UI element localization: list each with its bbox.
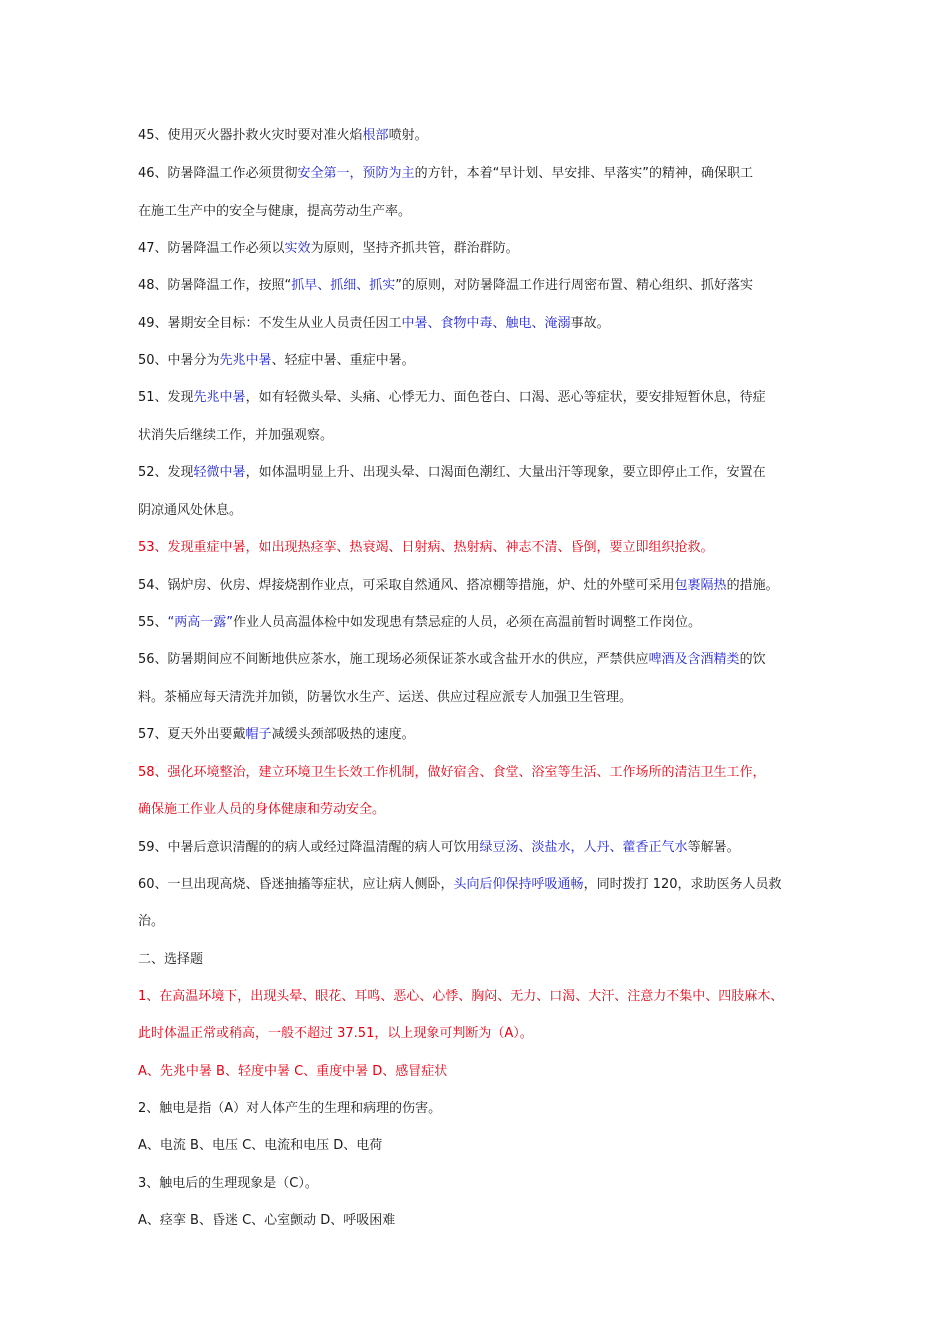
blue-highlight-text: 先兆中暑 [219,353,272,368]
text-line [138,1062,447,1082]
text-line [138,463,766,483]
line-text: 事故。 [570,316,610,331]
text-line [138,1136,382,1156]
text-line [138,538,714,558]
red-highlight-text: 此时体温正常或稍高，一般不超过 37.51，以上现象可判断为（A）。 [138,1026,533,1041]
line-text: 60、一旦出现高烧、昏迷抽搐等症状，应让病人侧卧， [138,877,454,892]
line-text: 状消失后继续工作，并加强观察。 [138,428,334,443]
blue-highlight-text: 包裹隔热 [674,578,727,593]
line-text: 、轻症中暑、重症中暑。 [271,353,415,368]
line-text: 的方针，本着“早计划、早安排、早落实”的精神，确保职工 [414,166,754,181]
line-text: 作业人员高温体检中如发现患有禁忌症的人员，必须在高温前暂时调整工作岗位。 [233,615,702,630]
text-line [138,388,766,408]
text-line [138,688,632,708]
text-line [138,501,242,521]
blue-highlight-text: 帽子 [245,727,272,742]
line-text: 阴凉通风处休息。 [138,503,243,518]
text-line [138,875,782,895]
line-text: 47、防暑降温工作必须以 [138,241,285,256]
line-text: 喷射。 [388,128,428,143]
text-line [138,987,783,1007]
blue-highlight-text: “两高一露” [167,615,234,630]
line-text: 的饮 [739,652,766,667]
line-text: 为原则，坚持齐抓共管，群治群防。 [310,241,519,256]
line-text: 56、防暑期间应不间断地供应茶水，施工现场必须保证茶水或含盐开水的供应，严禁供应 [138,652,649,667]
text-line [138,1211,395,1231]
text-line [138,800,385,820]
line-text: 52、发现 [138,465,194,480]
text-line [138,239,519,259]
line-text: 料。茶桶应每天清洗并加锁，防暑饮水生产、运送、供应过程应派专人加强卫生管理。 [138,690,633,705]
red-highlight-text: 58、强化环境整治，建立环境卫生长效工作机制，做好宿舍、食堂、浴室等生活、工作场所的清洁卫生工作， [138,765,766,780]
text-line [138,613,701,633]
line-text: ，如有轻微头晕、头痛、心悸无力、面色苍白、口渴、恶心等症状，要安排短暂休息，待症 [245,390,766,405]
line-text: ”的原则，对防暑降温工作进行周密布置、精心组织、抓好落实 [395,278,754,293]
text-line [138,838,740,858]
line-text: 减缓头颈部吸热的速度。 [271,727,415,742]
line-text: A、电流 B、电压 C、电流和电压 D、电荷 [138,1138,383,1153]
blue-highlight-text: 啤酒及含酒精类 [648,652,740,667]
line-text: 45、使用灭火器扑救火灾时要对准火焰 [138,128,363,143]
text-line [138,950,203,970]
text-line [138,351,415,371]
text-line [138,1174,318,1194]
line-text: 59、中暑后意识清醒的的病人或经过降温清醒的病人可饮用 [138,840,480,855]
line-text: 49、暑期安全目标：不发生从业人员责任因工 [138,316,402,331]
line-text: A、痉挛 B、昏迷 C、心室颤动 D、呼吸困难 [138,1213,396,1228]
text-line [138,426,333,446]
blue-highlight-text: 头向后仰保持呼吸通畅 [453,877,584,892]
line-text: 二、选择题 [138,952,204,967]
line-text: ，如体温明显上升、出现头晕、口渴面色潮红、大量出汗等现象，要立即停止工作，安置在 [245,465,766,480]
text-line [138,650,766,670]
blue-highlight-text: 绿豆汤、淡盐水，人丹、藿香正气水 [479,840,688,855]
line-text: 治。 [138,914,165,929]
text-line [138,1099,441,1119]
line-text: 54、锅炉房、伙房、焊接烧割作业点，可采取自然通风、搭凉棚等措施，炉、灶的外壁可采用 [138,578,675,593]
blue-highlight-text: 实效 [284,241,311,256]
red-highlight-text: 1、在高温环境下，出现头晕、眼花、耳鸣、恶心、心悸、胸闷、无力、口渴、大汗、注意力不集中、四肢麻木、 [138,989,784,1004]
line-text: ，同时拨打 120，求助医务人员救 [583,877,782,892]
text-line [138,126,428,146]
blue-highlight-text: 轻微中暑 [193,465,246,480]
line-text: 等解暑。 [687,840,740,855]
line-text: 2、触电是指（A）对人体产生的生理和病理的伤害。 [138,1101,442,1116]
red-highlight-text: 确保施工作业人员的身体健康和劳动安全。 [138,802,386,817]
line-text: 51、发现 [138,390,194,405]
text-line [138,763,766,783]
red-highlight-text: A、先兆中暑 B、轻度中暑 C、重度中暑 D、感冒症状 [138,1064,448,1079]
text-line [138,1024,533,1044]
text-line [138,202,411,222]
blue-highlight-text: 先兆中暑 [193,390,246,405]
blue-highlight-text: 根部 [362,128,389,143]
text-line [138,576,779,596]
blue-highlight-text: 安全第一，预防为主 [297,166,415,181]
line-text: 57、夏天外出要戴 [138,727,246,742]
line-text: 50、中暑分为 [138,353,220,368]
line-text: 3、触电后的生理现象是（C）。 [138,1176,318,1191]
red-highlight-text: 53、发现重症中暑，如出现热痉挛、热衰竭、日射病、热射病、神志不清、昏倒，要立即组织抢救。 [138,540,714,555]
text-line [138,912,164,932]
blue-highlight-text: 抓早、抓细、抓实 [291,278,396,293]
text-line [138,725,415,745]
line-text: 的措施。 [726,578,779,593]
line-text: 48、防暑降温工作，按照“ [138,278,292,293]
line-text: 46、防暑降温工作必须贯彻 [138,166,298,181]
line-text: 55、 [138,615,168,630]
blue-highlight-text: 中暑、食物中毒、触电、淹溺 [401,316,571,331]
text-line [138,314,610,334]
text-line [138,276,753,296]
text-line [138,164,753,184]
line-text: 在施工生产中的安全与健康，提高劳动生产率。 [138,204,412,219]
